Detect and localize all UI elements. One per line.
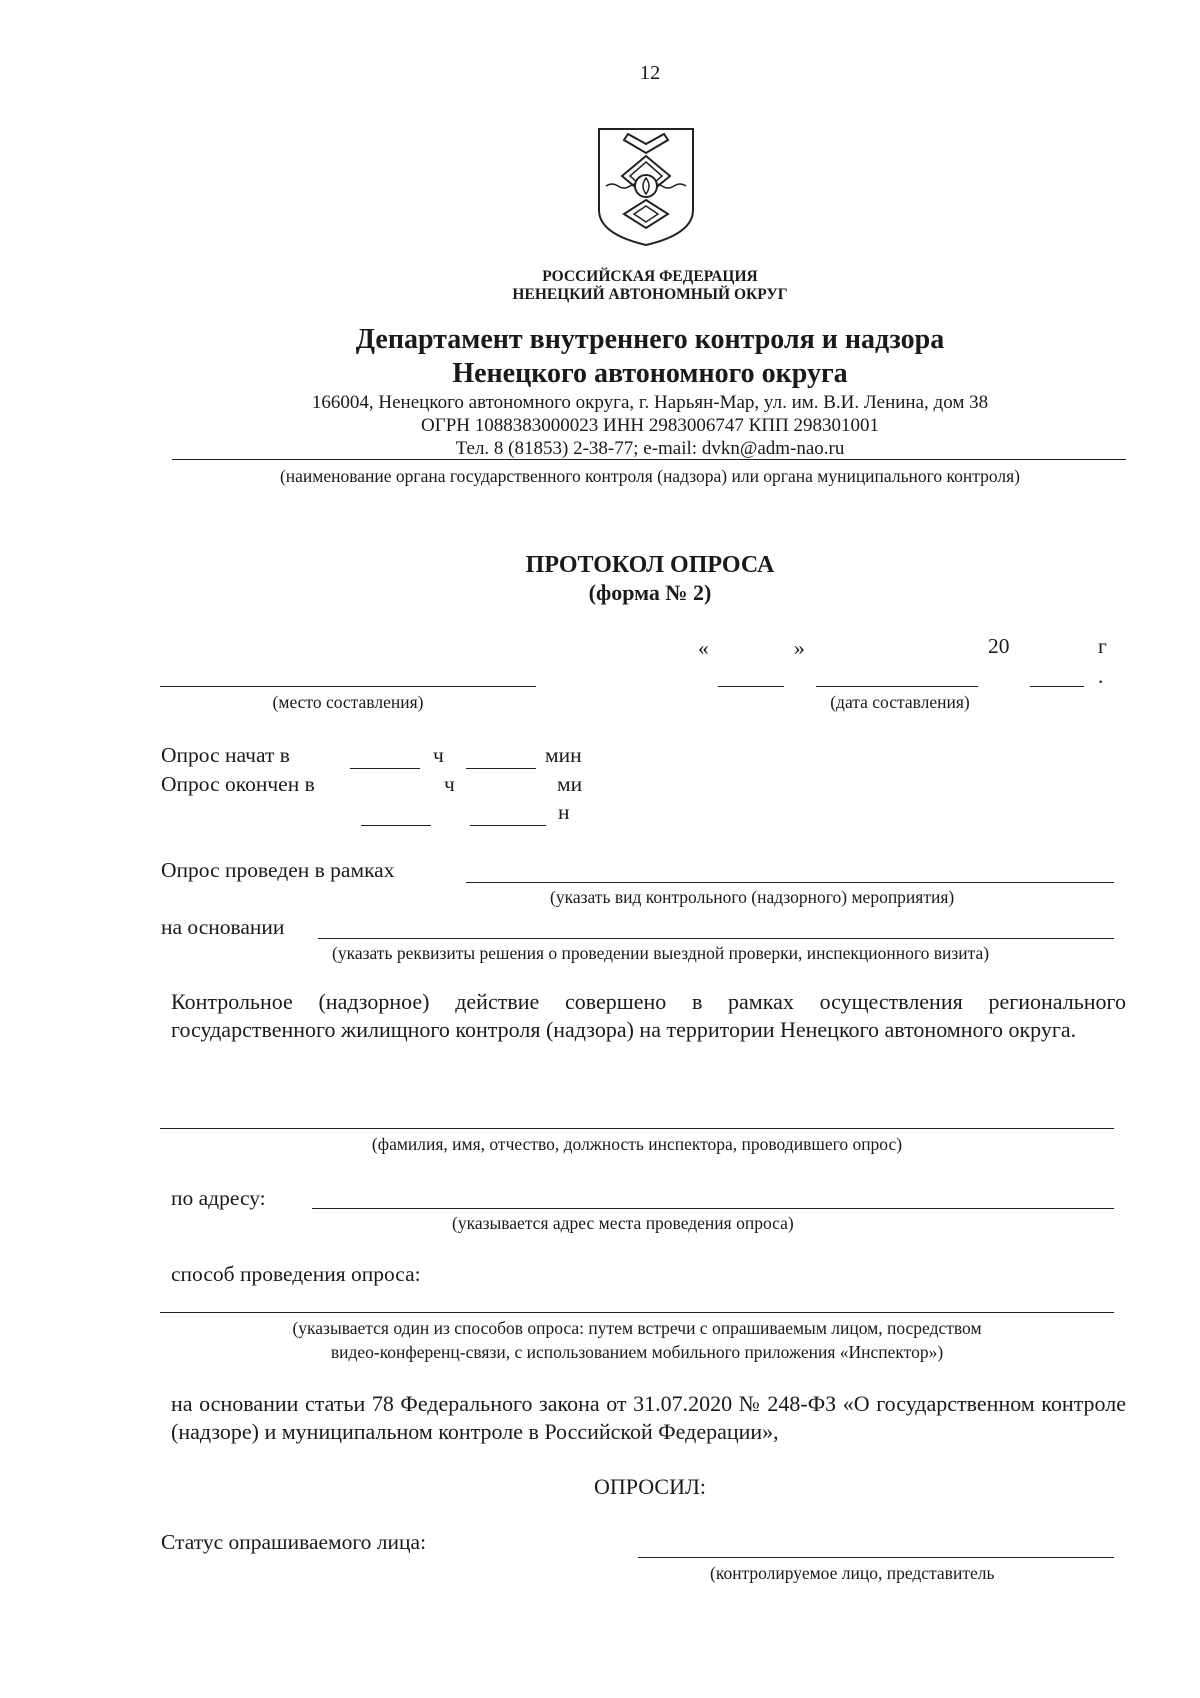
inspector-field[interactable]: [160, 1128, 1114, 1129]
respondent-status-caption: (контролируемое лицо, представитель: [710, 1563, 995, 1583]
end-minute-unit-part2: н: [558, 800, 570, 824]
date-year-suffix: г: [1098, 634, 1107, 658]
header-divider: [172, 459, 1126, 460]
respondent-status-label: Статус опрашиваемого лица:: [161, 1530, 427, 1554]
basis-caption: (указать реквизиты решения о проведении выездной проверки, инспекционного визита): [332, 943, 990, 963]
protocol-title: ПРОТОКОЛ ОПРОСА: [525, 552, 775, 578]
end-minute-field[interactable]: [470, 825, 546, 826]
address-caption: (указывается адрес места проведения опроса): [452, 1213, 794, 1233]
survey-start-label: Опрос начат в: [161, 743, 290, 767]
method-field[interactable]: [160, 1312, 1114, 1313]
address-field[interactable]: [312, 1208, 1114, 1209]
start-minute-field[interactable]: [466, 768, 536, 769]
organization-caption: (наименование органа государственного контроля (надзора) или органа муниципального контроля): [279, 466, 1021, 486]
end-minute-unit-part1: ми: [557, 772, 583, 796]
basis-field[interactable]: [318, 938, 1114, 939]
department-contacts: Тел. 8 (81853) 2-38-77; e-mail: dvkn@adm-nao.ru: [455, 438, 845, 459]
date-quote-open: «: [698, 636, 709, 660]
date-caption: (дата составления): [830, 692, 970, 712]
month-field[interactable]: [816, 686, 978, 687]
start-hour-unit: ч: [433, 743, 444, 767]
end-hour-field[interactable]: [361, 825, 431, 826]
protocol-form-number: (форма № 2): [588, 580, 712, 605]
framework-field[interactable]: [466, 882, 1114, 883]
survey-end-label: Опрос окончен в: [161, 772, 315, 796]
method-label: способ проведения опроса:: [171, 1262, 421, 1286]
country-name: РОССИЙСКАЯ ФЕДЕРАЦИЯ: [542, 268, 758, 285]
address-label: по адресу:: [171, 1186, 266, 1210]
coat-of-arms-emblem: [596, 126, 696, 248]
start-minute-unit: мин: [545, 743, 582, 767]
respondent-status-field[interactable]: [638, 1557, 1114, 1558]
place-field[interactable]: [160, 686, 536, 687]
basis-label: на основании: [161, 915, 285, 939]
page-number: 12: [639, 62, 661, 84]
department-name-line1: Департамент внутреннего контроля и надзора: [355, 324, 945, 355]
end-hour-unit: ч: [444, 772, 455, 796]
region-name: НЕНЕЦКИЙ АВТОНОМНЫЙ ОКРУГ: [512, 286, 788, 303]
date-year-prefix: 20: [988, 634, 1010, 658]
framework-label: Опрос проведен в рамках: [161, 858, 395, 882]
method-caption-line1: (указывается один из способов опроса: путем встречи с опрашиваемым лицом, посредством: [292, 1318, 982, 1338]
start-hour-field[interactable]: [350, 768, 420, 769]
place-caption: (место составления): [272, 692, 424, 712]
law-basis-paragraph: на основании статьи 78 Федерального закона от 31.07.2020 № 248-ФЗ «О государственном контроле (надзоре) и муниципальном контроле в Российской Федерации»,: [171, 1391, 1126, 1444]
year-field[interactable]: [1030, 686, 1084, 687]
department-registry: ОГРН 1088383000023 ИНН 2983006747 КПП 298301001: [420, 415, 880, 436]
department-address: 166004, Ненецкого автономного округа, г. Нарьян-Мар, ул. им. В.И. Ленина, дом 38: [311, 392, 989, 413]
control-action-paragraph: Контрольное (надзорное) действие совершено в рамках осуществления регионального государственного жилищного контроля (надзора) на территории Ненецкого автономного округа.: [171, 989, 1126, 1042]
date-quote-close: »: [794, 636, 805, 660]
inspector-caption: (фамилия, имя, отчество, должность инспектора, проводившего опрос): [371, 1134, 903, 1154]
questioned-heading: ОПРОСИЛ:: [593, 1474, 707, 1499]
department-name-line2: Ненецкого автономного округа: [452, 358, 848, 389]
framework-caption: (указать вид контрольного (надзорного) мероприятия): [550, 887, 955, 907]
method-caption-line2: видео-конференц-связи, с использованием мобильного приложения «Инспектор»): [330, 1342, 944, 1362]
day-field[interactable]: [718, 686, 784, 687]
date-dot: .: [1098, 664, 1104, 688]
